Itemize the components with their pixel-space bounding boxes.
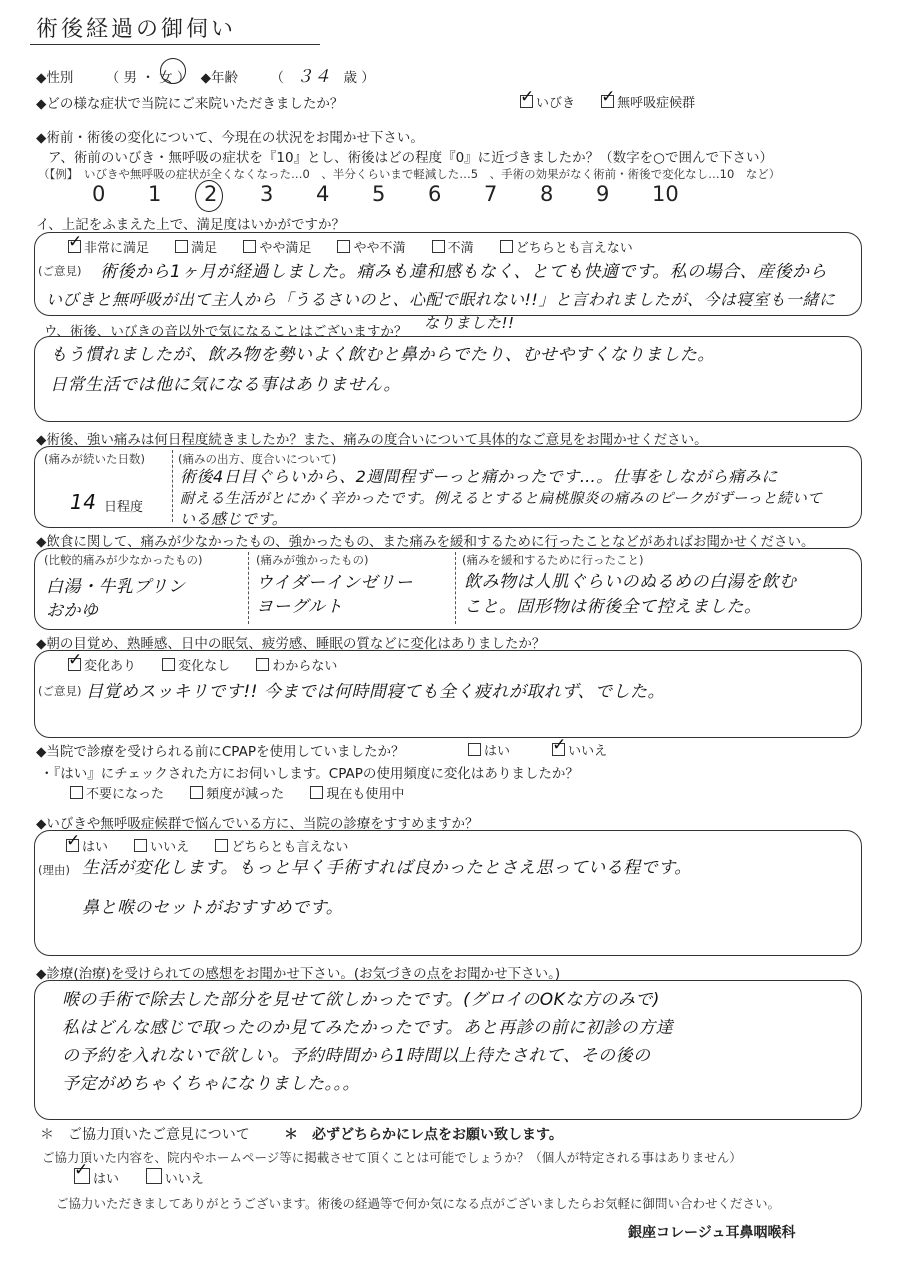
sleep-options [68,655,359,674]
cpap-yes[interactable] [468,744,510,759]
consent-options [74,1168,226,1187]
scale-0[interactable]: 0 [92,182,106,206]
cpap-no[interactable] [552,744,607,759]
scale-3[interactable]: 3 [260,182,274,206]
option-label: 無呼吸症候群 [617,96,696,111]
satisfaction-dis[interactable] [432,241,474,256]
pain-detail-label: (痛みの出方、度合いについて) [178,452,337,466]
checkbox-checked[interactable] [520,95,533,108]
age-label: ◆年齢 [200,70,239,86]
option-label: やや満足 [259,241,312,256]
scale-2[interactable]: 2 [204,182,218,206]
checkbox[interactable] [468,743,481,756]
scale-selected-circle [195,180,223,212]
impression-handwriting-4: 予定がめちゃくちゃになりました。。。 [62,1074,360,1094]
scale-9[interactable]: 9 [596,182,610,206]
checkbox-checked[interactable] [552,743,565,756]
page-title: 術後経過の御伺い [36,17,237,42]
checkbox[interactable] [134,839,147,852]
option-label: 変化なし [178,659,231,674]
pain-days-label: (痛みが続いた日数) [44,452,145,466]
sleep-unchanged[interactable] [162,659,230,674]
checkbox[interactable] [146,1168,162,1184]
age-close: ） [361,70,375,86]
sleep-opinion-label: (ご意見) [38,684,82,698]
satisfaction-options [68,237,655,256]
cpap-options [468,740,629,759]
age-unit: 歳 [343,70,357,86]
title-underline [30,44,320,45]
gender-male[interactable]: 男 [123,70,137,86]
pain-divider [172,450,173,522]
sleep-changed[interactable] [68,659,136,674]
change-question: ◆術前・術後の変化について、今現在の状況をお聞かせ下さい。 [36,130,424,146]
gender-label: ◆性別 [36,70,74,86]
checkbox-checked[interactable] [74,1168,90,1184]
scale-4[interactable]: 4 [316,182,330,206]
sleep-question: ◆朝の目覚め、熟睡感、日中の眠気、疲労感、睡眠の質などに変化はありましたか？ [36,636,546,652]
pain-handwriting-1: 術後4日目ぐらいから、2週間程ずーっと痛かったです…。仕事をしながら痛みに [180,467,778,486]
checkbox[interactable] [243,240,256,253]
option-label: はい [93,1172,120,1187]
checkbox[interactable] [337,240,350,253]
cpap-sub-question: ・『はい』にチェックされた方にお伺いします。CPAPの使用頻度に変化はありましたか？ [40,766,579,782]
symptom-option-apnea[interactable] [601,96,695,111]
cpap-question: ◆当院で診療を受けられる前にCPAPを使用していましたか？ [36,744,405,760]
option-label: いびき [536,96,576,111]
option-label: どちらとも言えない [231,840,349,855]
satisfaction-question: イ、上記をふまえた上で、満足度はいかがですか？ [36,217,346,233]
option-label: 変化あり [84,659,137,674]
checkbox-checked[interactable] [601,95,614,108]
checkbox[interactable] [432,240,445,253]
recommend-handwriting-2: 鼻と喉のセットがおすすめです。 [82,898,344,918]
thanks-text: ご協力いただきましてありがとうございます。術後の経過等で何か気になる点がございましたらお気軽に御問い合わせください。 [56,1196,781,1211]
gender-female-text: 女 [159,70,173,86]
impression-question: ◆診療(治療)を受けられての感想をお聞かせ下さい。(お気づきの点をお聞かせ下さい。) [36,966,561,982]
gender-row [36,62,375,87]
checkbox-checked[interactable] [68,240,81,253]
checkbox[interactable] [215,839,228,852]
consent-no[interactable] [146,1172,204,1187]
gender-close: ） [176,70,191,86]
cpap-sub-reduced[interactable] [190,787,284,802]
food-col2-line2: ヨーグルト [256,597,343,617]
option-label: 満足 [191,241,218,256]
satisfaction-somewhat-dis[interactable] [337,241,405,256]
checkbox-checked[interactable] [68,658,81,671]
option-label: やや不満 [353,241,406,256]
impression-handwriting-2: 私はどんな感じで取ったのか見てみたかったです。あと再診の前に初診の方達 [62,1018,674,1038]
food-col2-label: (痛みが強かったもの) [256,553,369,567]
pain-question: ◆術後、強い痛みは何日程度続きましたか？また、痛みの度合いについて具体的なご意見をお聞かせください。 [36,432,708,448]
recommend-question: ◆いびきや無呼吸症候群で悩んでいる方に、当院の診療をすすめますか？ [36,816,479,832]
food-divider-1 [248,552,249,624]
checkbox[interactable] [256,658,269,671]
clinic-name: 銀座コレージュ耳鼻咽喉科 [628,1225,796,1241]
other-handwriting-1: もう慣れましたが、飲み物を勢いよく飲むと鼻からでたり、むせやすくなりました。 [50,345,715,365]
satisfaction-neutral[interactable] [500,241,633,256]
sleep-handwriting-1: 目覚めスッキリです!! 今までは何時間寝ても全く疲れが取れず、でした。 [86,682,666,702]
scale-1[interactable]: 1 [148,182,162,206]
change-sub-a: ア、術前のいびき・無呼吸の症状を『10』とし、術後はどの程度『0』に近づきましたか？（数字を○で囲んで下さい） [48,150,773,166]
scale-10[interactable]: 10 [652,182,679,206]
option-label: はい [82,840,109,855]
change-example: （【例】 いびきや無呼吸の症状が全くなくなった…0 、半分くらいまで軽減した…5 、手術の効果がなく術前・術後で変化なし…10 など） [38,167,781,181]
checkbox[interactable] [500,240,513,253]
food-col3-line1: 飲み物は人肌ぐらいのぬるめの白湯を飲む [464,572,797,592]
option-label: 頻度が減った [206,787,285,802]
option-label: いいえ [568,744,608,759]
option-label: 非常に満足 [84,241,150,256]
symptom-question: ◆どの様な症状で当院にご来院いただきましたか？ [36,96,344,112]
gender-open: （ [105,70,120,86]
option-label: いいえ [150,840,190,855]
impression-handwriting-3: の予約を入れないで欲しい。予約時間から1時間以上待たされて、その後の [62,1046,651,1066]
cpap-sub-still[interactable] [310,787,404,802]
satisfaction-handwriting-3: なりました!! [424,314,515,332]
food-col2-line1: ウイダーインゼリー [256,573,413,593]
option-label: わからない [272,659,338,674]
food-col3-line2: こと。固形物は術後全て控えました。 [464,597,762,617]
checkbox[interactable] [70,786,83,799]
other-handwriting-2: 日常生活では他に気になる事はありません。 [50,375,402,395]
checkbox[interactable] [310,786,323,799]
symptom-option-snoring[interactable] [520,96,575,111]
cpap-sub-options [70,783,426,802]
food-col3-label: (痛みを緩和するために行ったこと) [462,553,644,567]
checkbox[interactable] [190,786,203,799]
footer-notice-1: ＊ ご協力頂いたご意見について [40,1127,250,1143]
satisfaction-somewhat[interactable] [243,241,311,256]
option-label: どちらとも言えない [515,241,633,256]
food-divider-2 [455,552,456,624]
checkbox[interactable] [162,658,175,671]
option-label: 不要になった [86,787,165,802]
pain-days-value[interactable]: 14 [70,490,97,514]
checkbox[interactable] [175,240,188,253]
satisfaction-satisfied[interactable] [175,241,217,256]
impression-handwriting-1: 喉の手術で除去した部分を見せて欲しかったです。(グロイのOKな方のみで) [62,990,660,1010]
scale-7[interactable]: 7 [484,182,498,206]
female-circle-mark [160,58,186,84]
opinion-label: (ご意見) [38,264,82,278]
pain-handwriting-3: いる感じです。 [180,510,288,528]
food-col1-line1: 白湯・牛乳プリン [46,577,186,597]
scale-6[interactable]: 6 [428,182,442,206]
pain-days-unit: 日程度 [104,500,144,515]
option-label: いいえ [164,1172,204,1187]
food-col1-label: (比較的痛みが少なかったもの) [44,553,203,567]
age-value[interactable]: ３４ [296,67,332,87]
symptom-options [520,92,717,111]
pain-handwriting-2: 耐える生活がとにかく辛かったです。例えるとすると扁桃腺炎の痛みのピークがずーっと続いて [180,491,823,507]
satisfaction-handwriting-2: いびきと無呼吸が出て主人から「うるさいのと、心配で眠れない!!」と言われましたが、今は寝室も一緒に [46,290,836,309]
satisfaction-very[interactable] [68,241,149,256]
consent-yes[interactable] [74,1172,119,1187]
option-label: はい [484,744,511,759]
scale-8[interactable]: 8 [540,182,554,206]
recommend-handwriting-1: 生活が変化します。もっと早く手術すれば良かったとさえ思っている程です。 [82,858,692,878]
sleep-unknown[interactable] [256,659,337,674]
age-open: （ [270,70,284,86]
recommend-reason-label: (理由) [38,863,70,877]
consent-question: ご協力頂いた内容を、院内やホームページ等に掲載させて頂くことは可能でしょうか？（個人が特定される事はありません） [42,1150,742,1165]
cpap-sub-unneeded[interactable] [70,787,164,802]
satisfaction-handwriting-1: 術後から1ヶ月が経過しました。痛みも違和感もなく、とても快適です。私の場合、産後から [100,262,828,282]
checkbox-checked[interactable] [66,839,79,852]
footer-notice-2: ＊ 必ずどちらかにレ点をお願い致します。 [284,1127,563,1143]
food-question: ◆飲食に関して、痛みが少なかったもの、強かったもの、また痛みを緩和するために行ったことなどがあればお聞かせください。 [36,534,815,550]
scale-row [92,182,708,206]
option-label: 現在も使用中 [326,787,405,802]
food-col1-line2: おかゆ [46,601,99,621]
option-label: 不満 [447,241,474,256]
gender-dot: ・ [141,70,155,86]
other-question: ウ、術後、いびきの音以外で気になることはございますか？ [44,324,408,340]
scale-5[interactable]: 5 [372,182,386,206]
